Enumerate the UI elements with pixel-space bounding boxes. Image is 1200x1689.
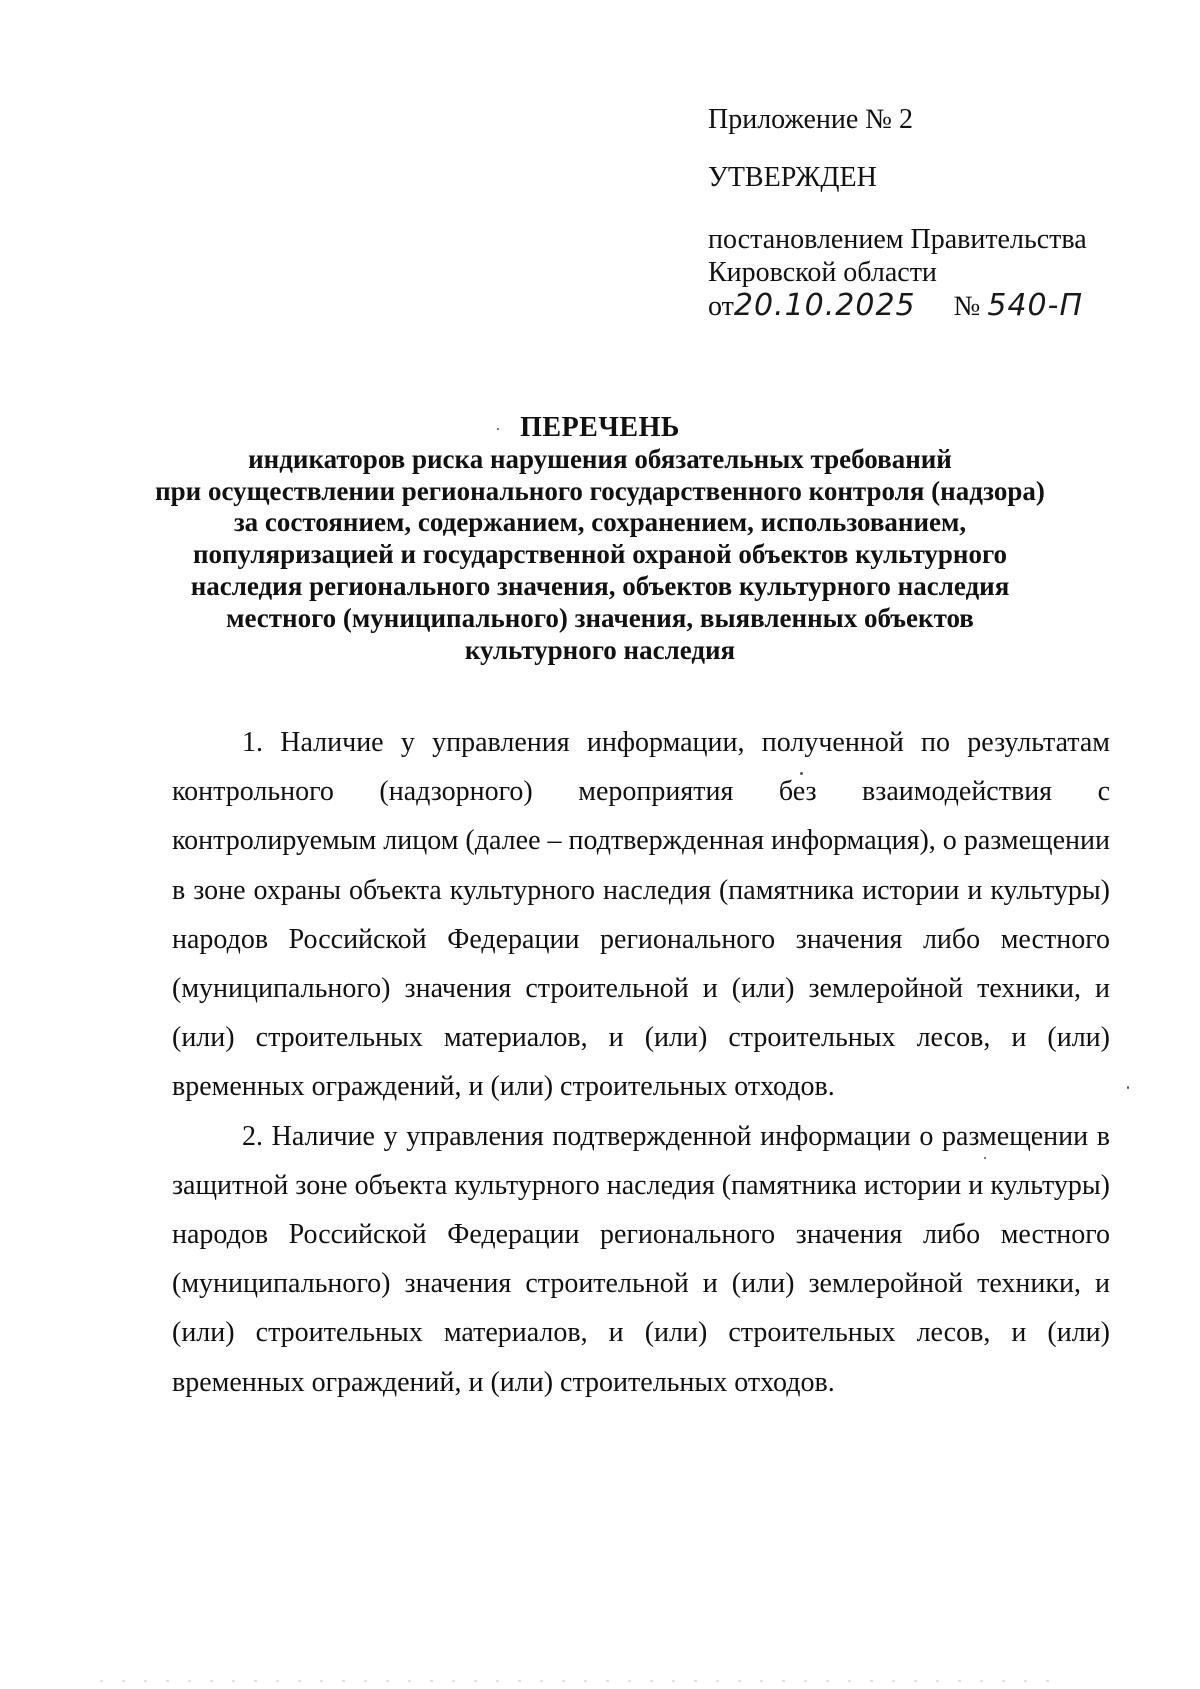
scan-speck — [800, 772, 803, 775]
title-line: наследия регионального значения, объектов культурного наследия — [190, 570, 1010, 601]
appendix-label: Приложение № 2 — [708, 104, 913, 135]
decree-date-number-line — [708, 290, 1083, 323]
title-heading: ПЕРЕЧЕНЬ — [520, 412, 680, 443]
title-line: культурного наследия — [464, 634, 736, 665]
document-title — [140, 412, 1060, 666]
paragraph-2: 2. Наличие у управления подтвержденной информации о размещении в защитной зоне объекта культурного наследия (памятника истории и культуры) народов Российской Федерации регионального значения либо местного (муниципального) значения строительной и (или) землеройной техники, и (или) строительных материалов, и (или) строительных лесов, и (или) временных ограждений, и (или) строительных отходов. — [172, 1120, 1110, 1398]
handwritten-number: 540-П — [987, 288, 1084, 323]
handwritten-date: 20.10.2025 — [733, 288, 916, 323]
document-body — [172, 718, 1110, 1407]
scan-speck — [984, 1157, 986, 1159]
title-line: индикаторов риска нарушения обязательных требований — [248, 443, 952, 474]
title-line: популяризацией и государственной охраной объектов культурного — [192, 539, 1008, 570]
title-line: местного (муниципального) значения, выявленных объектов — [226, 602, 974, 633]
decree-line-2: Кировской области — [708, 257, 937, 288]
title-line: за состоянием, содержанием, сохранением, использованием, — [233, 507, 967, 538]
paragraph-1: 1. Наличие у управления информации, полученной по результатам контрольного (надзорного) мероприятия без взаимодействия с контролируемым лицом (далее – подтвержденная информация), о размещении в зоне охраны объекта культурного наследия (памятника истории и культуры) народов Российской Федерации регионального значения либо местного (муниципального) значения строительной и (или) землеройной техники, и (или) строительных материалов, и (или) строительных лесов, и (или) временных ограждений, и (или) строительных отходов. — [172, 727, 1110, 1103]
scan-speck — [1127, 1086, 1129, 1089]
title-line: при осуществлении регионального государственного контроля (надзора) — [155, 475, 1045, 506]
number-prefix: № — [953, 291, 981, 322]
decree-line-1: постановлением Правительства — [708, 224, 1087, 255]
scan-speck — [497, 428, 499, 430]
scan-edge-artifact — [100, 1680, 1050, 1682]
approved-label: УТВЕРЖДЕН — [708, 162, 877, 193]
date-prefix: от — [708, 291, 734, 322]
